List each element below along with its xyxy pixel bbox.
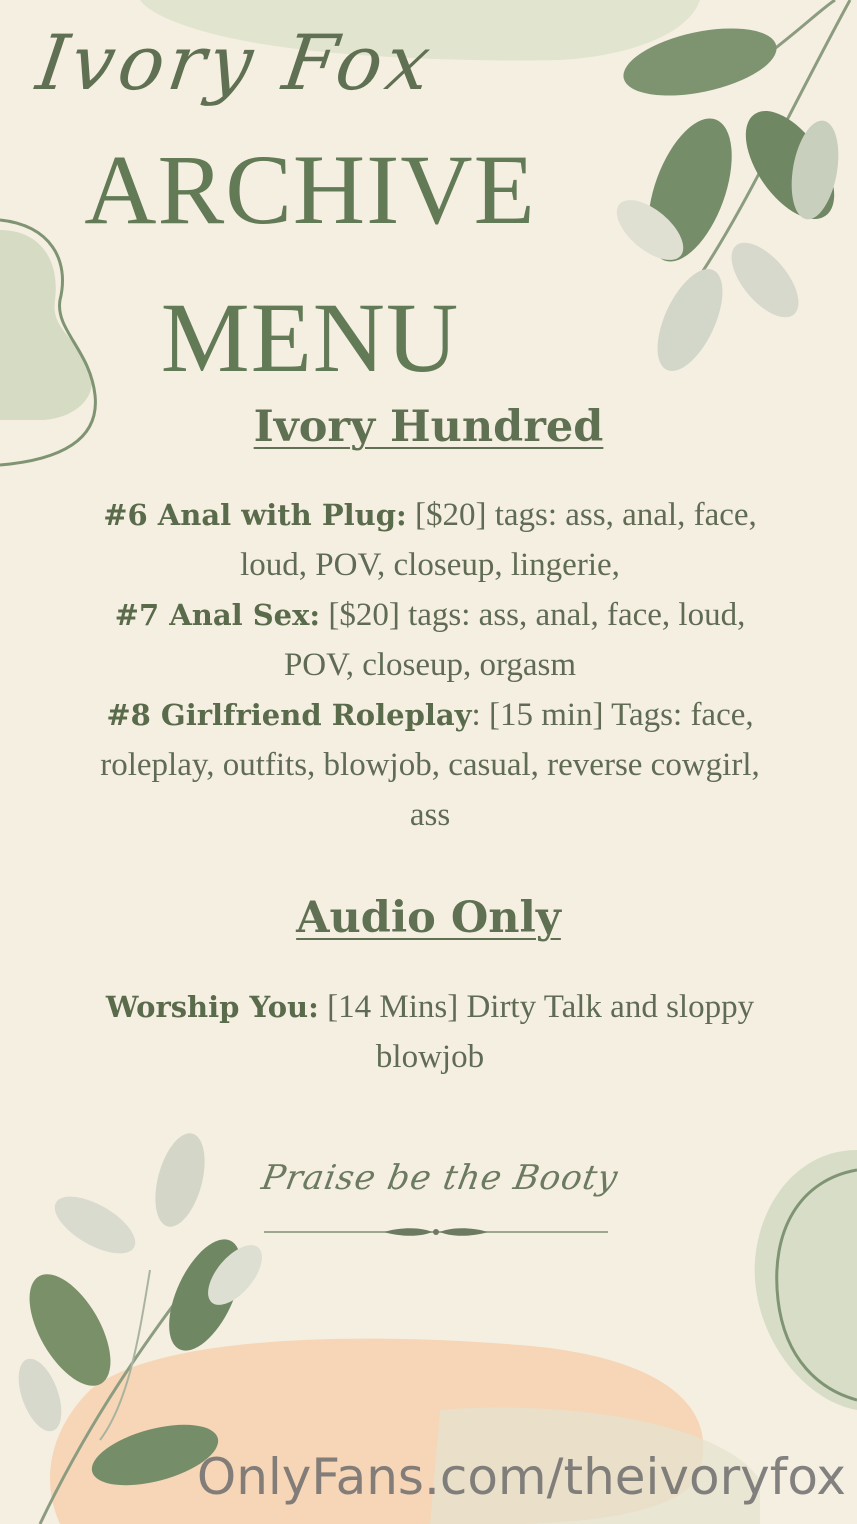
right-green-blob: [755, 1150, 857, 1410]
entry-detail: [14 Mins] Dirty Talk and sloppy blowjob: [318, 989, 755, 1075]
ornament-divider: [264, 1222, 608, 1242]
entry-name: #6 Anal with Plug:: [103, 498, 407, 532]
list-item: [80, 982, 780, 1082]
entry-detail: [$20] tags: ass, anal, face, loud, POV, closeup, lingerie,: [240, 497, 757, 583]
list-item: [80, 490, 780, 590]
audio-only-list: [80, 982, 780, 1082]
entry-name: #7 Anal Sex:: [114, 598, 321, 632]
section-heading-audio-only: Audio Only: [296, 893, 561, 943]
list-item: [80, 690, 780, 840]
brand-script-title: Ivory Fox: [31, 18, 440, 107]
entry-detail: : [15 min] Tags: face, roleplay, outfits, blowjob, casual, reverse cowgirl, ass: [100, 697, 760, 833]
ivory-hundred-list: [80, 490, 780, 840]
entry-detail: [$20] tags: ass, anal, face, loud, POV, closeup, orgasm: [283, 597, 746, 683]
page-title-line-2: MENU: [160, 282, 460, 393]
section-heading-ivory-hundred: Ivory Hundred: [253, 402, 604, 452]
entry-name: Worship You:: [105, 990, 319, 1024]
list-item: [80, 590, 780, 690]
watermark-url: OnlyFans.com/theivoryfox: [196, 1448, 846, 1506]
tagline: Praise be the Booty: [258, 1158, 622, 1198]
top-right-leaves: [607, 0, 852, 380]
page-title-line-1: ARCHIVE: [84, 134, 536, 245]
entry-name: #8 Girlfriend Roleplay: [106, 698, 472, 732]
